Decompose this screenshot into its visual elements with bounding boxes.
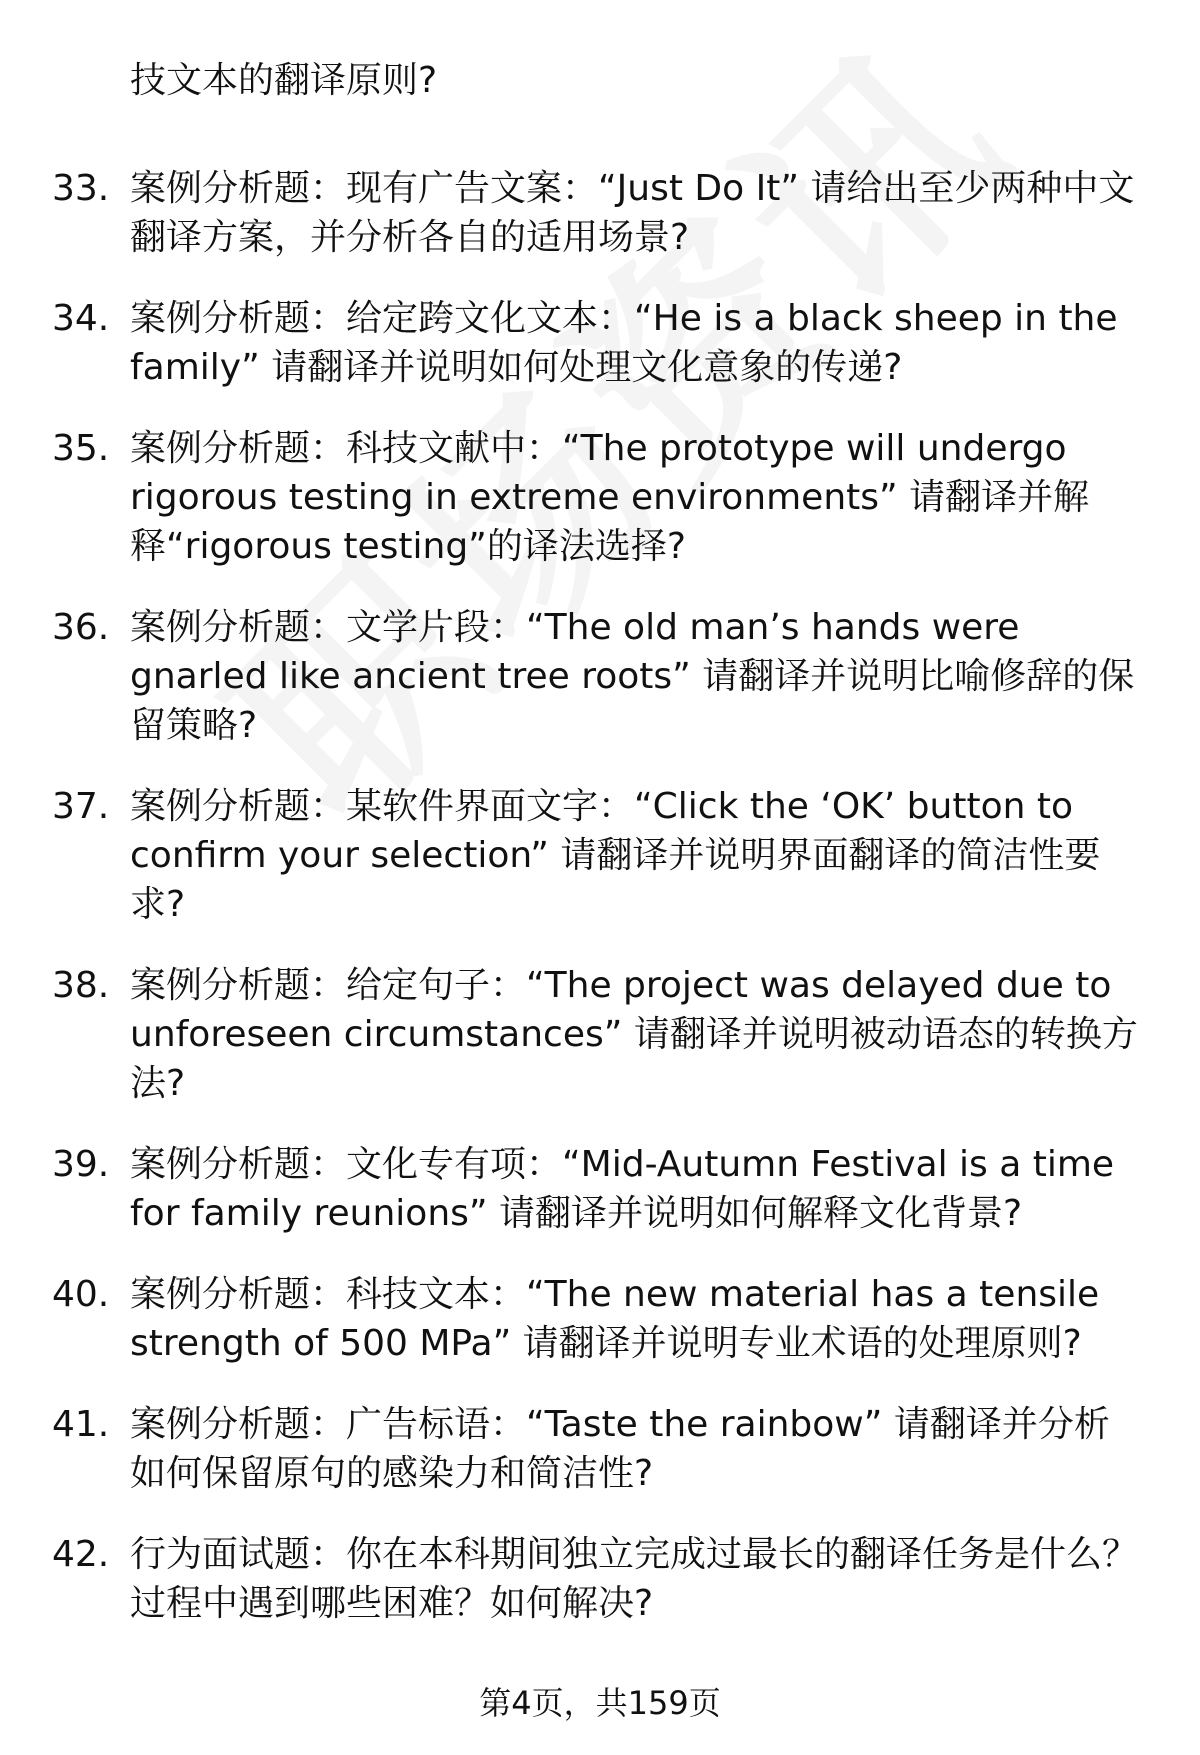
question-item — [52, 294, 1142, 392]
question-text: 案例分析题：现有广告文案：“Just Do It” 请给出至少两种中文翻译方案，并分析各自的适用场景? — [130, 168, 1135, 258]
question-list — [52, 0, 1142, 1628]
page-footer: 第4页，共159页 — [479, 1684, 721, 1722]
question-text: 案例分析题：某软件界面文字：“Click the ‘OK’ button to confirm your selection” 请翻译并说明界面翻译的简洁性要求? — [130, 786, 1101, 925]
question-number: 36. — [52, 607, 110, 648]
question-item — [52, 424, 1142, 571]
question-text: 案例分析题：给定句子：“The project was delayed due to unforeseen circumstances” 请翻译并说明被动语态的转换方法? — [130, 965, 1138, 1104]
question-item — [52, 1140, 1142, 1238]
question-item — [52, 1270, 1142, 1368]
question-item — [52, 164, 1142, 262]
question-item — [52, 603, 1142, 750]
question-text: 案例分析题：科技文献中：“The prototype will undergo rigorous testing in extreme environments” 请翻译并解释“rigorous testing”的译法选择? — [130, 428, 1090, 567]
question-item — [52, 1400, 1142, 1498]
question-text: 案例分析题：文化专有项：“Mid-Autumn Festival is a time for family reunions” 请翻译并说明如何解释文化背景? — [130, 1144, 1115, 1234]
question-continuation — [52, 56, 1142, 105]
question-item — [52, 782, 1142, 929]
question-text: 案例分析题：广告标语：“Taste the rainbow” 请翻译并分析如何保留原句的感染力和简洁性? — [130, 1404, 1110, 1494]
question-number: 42. — [52, 1534, 110, 1575]
question-item — [52, 961, 1142, 1108]
question-text: 案例分析题：科技文本：“The new material has a tensile strength of 500 MPa” 请翻译并说明专业术语的处理原则? — [130, 1274, 1100, 1364]
question-text: 技文本的翻译原则? — [130, 60, 438, 101]
question-number: 34. — [52, 298, 110, 339]
question-number: 39. — [52, 1144, 110, 1185]
question-text: 案例分析题：文学片段：“The old man’s hands were gnarled like ancient tree roots” 请翻译并说明比喻修辞的保留策略? — [130, 607, 1135, 746]
question-number: 40. — [52, 1274, 110, 1315]
question-text: 案例分析题：给定跨文化文本：“He is a black sheep in the family” 请翻译并说明如何处理文化意象的传递? — [130, 298, 1118, 388]
question-number: 33. — [52, 168, 110, 209]
question-number: 38. — [52, 965, 110, 1006]
question-number: 37. — [52, 786, 110, 827]
question-text: 行为面试题：你在本科期间独立完成过最长的翻译任务是什么？过程中遇到哪些困难？如何解决? — [130, 1534, 1139, 1624]
question-number: 41. — [52, 1404, 110, 1445]
question-number: 35. — [52, 428, 110, 469]
question-item — [52, 1530, 1142, 1628]
